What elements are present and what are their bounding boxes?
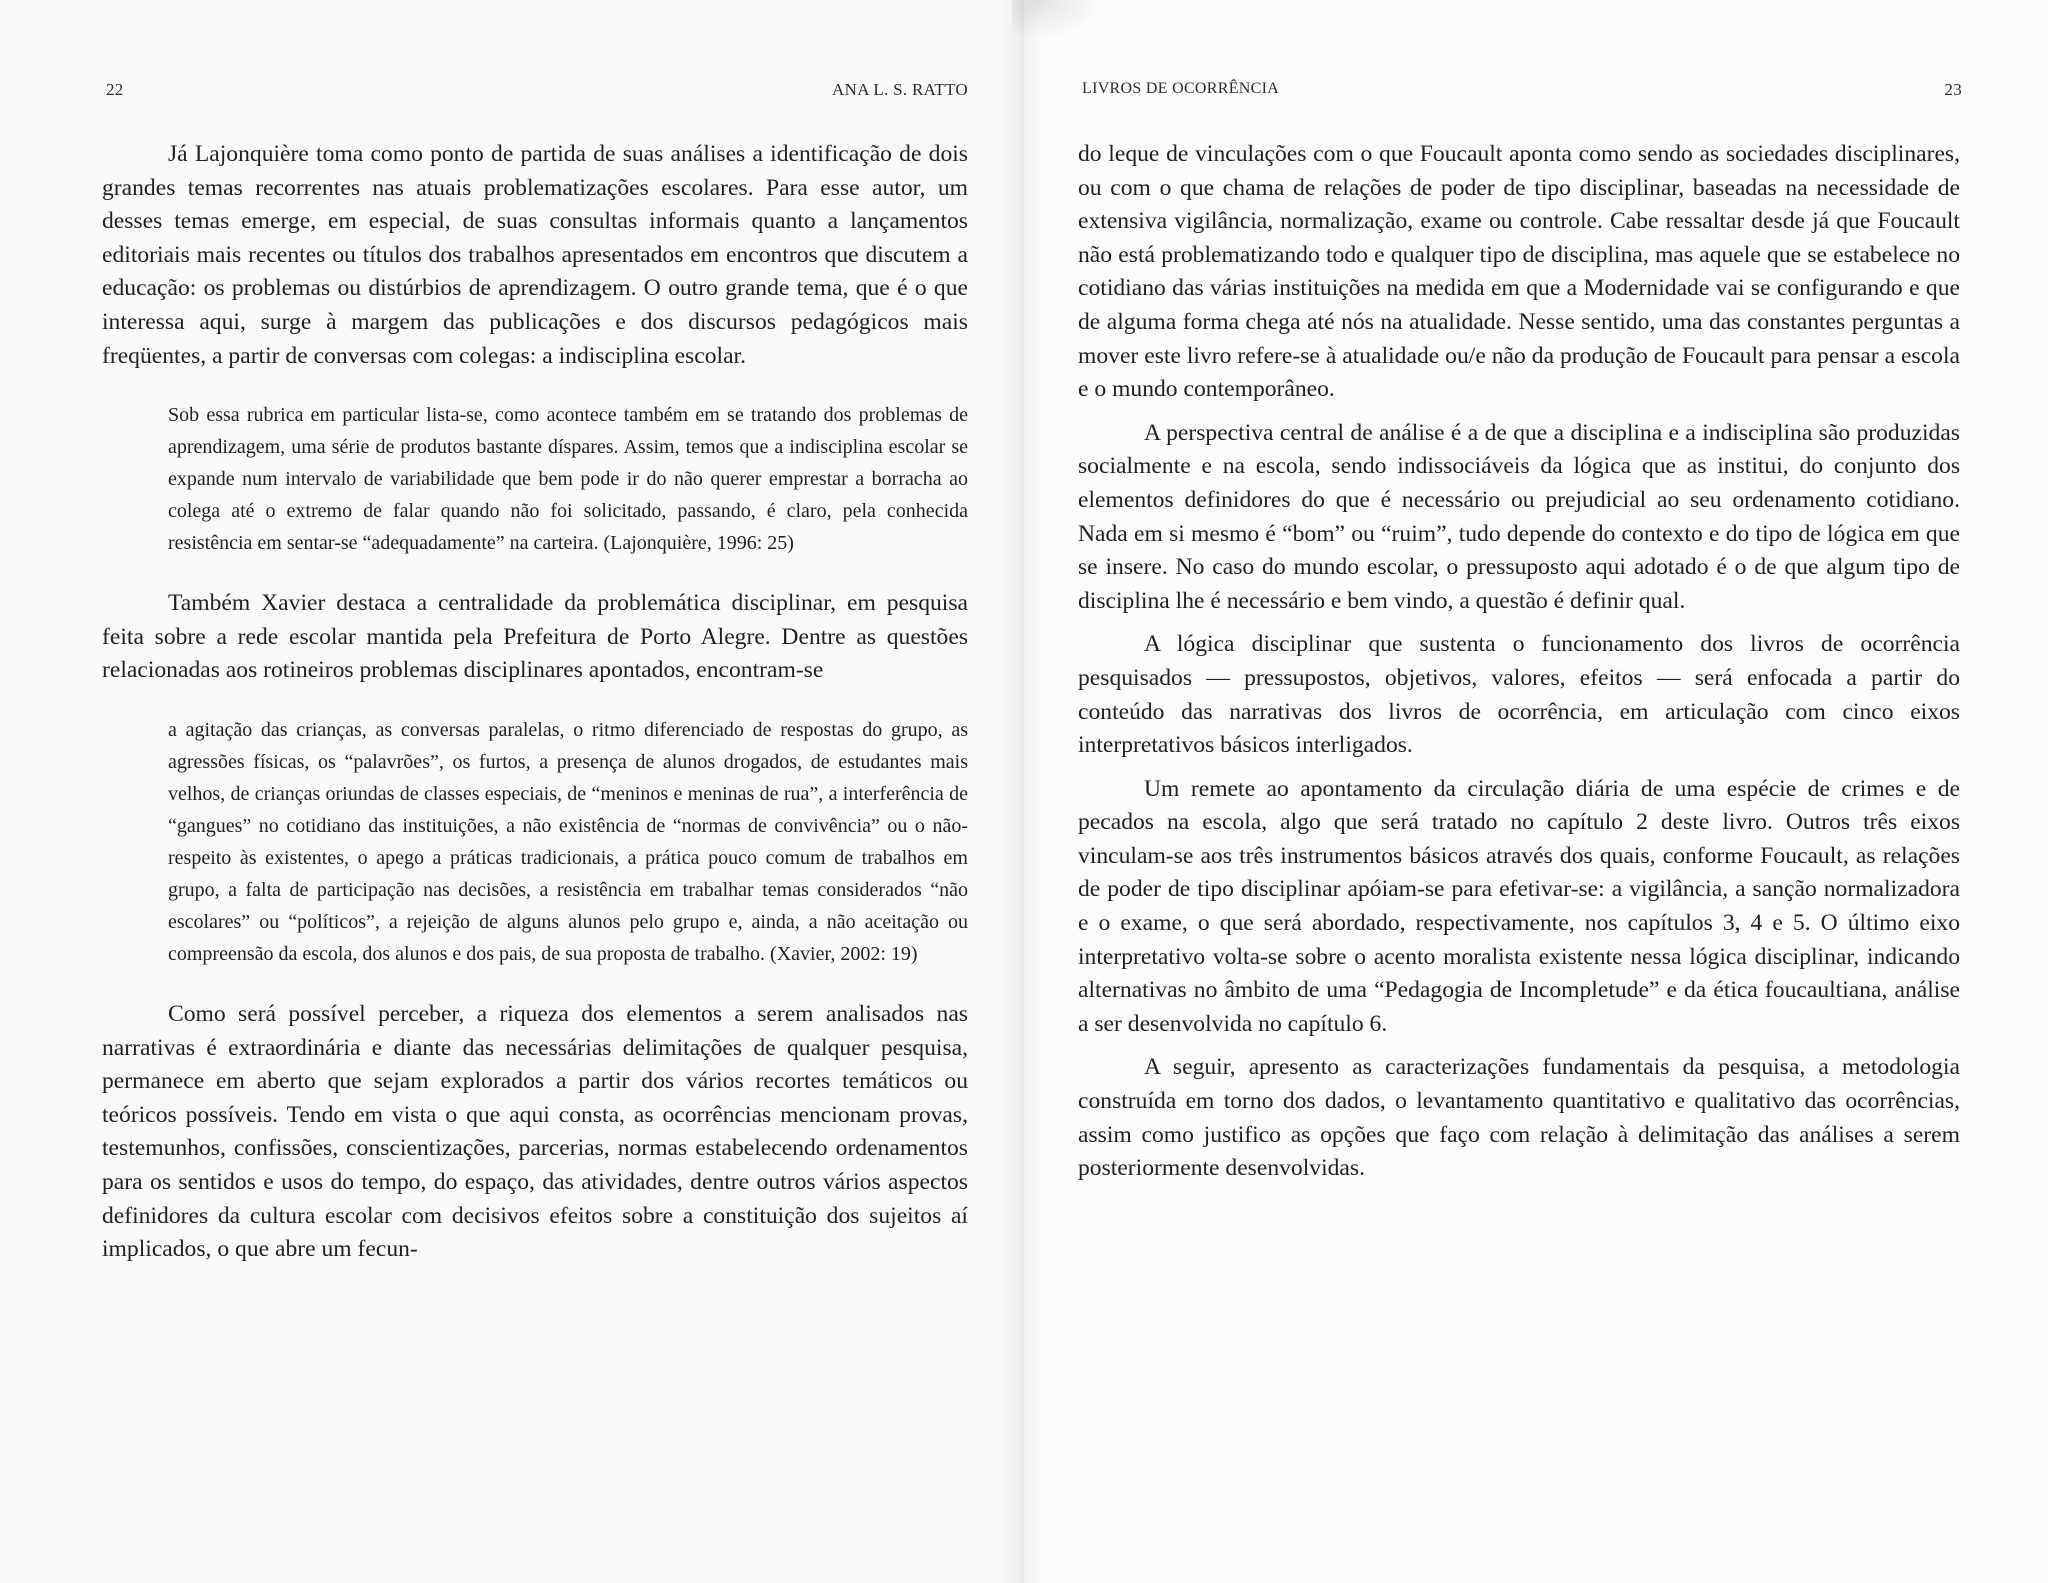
right-text-block: [1078, 138, 1960, 1186]
page-number: 22: [106, 80, 124, 99]
body-paragraph: Também Xavier destaca a centralidade da problemática disciplinar, em pesquisa feita sobre a rede escolar mantida pela Prefeitura de Porto Alegre. Dentre as questões relacionadas aos rotineiros problemas disciplinares apontados, encontram-se: [102, 590, 968, 684]
body-paragraph: Um remete ao apontamento da circulação diária de uma espécie de crimes e de pecados na escola, algo que será tratado no capítulo 2 deste livro. Outros três eixos vinculam-se aos três instrumentos básicos através dos quais, conforme Foucault, as relações de poder de tipo disciplinar apóiam-se para efetivar-se: a vigilância, a sanção normalizadora e o exame, o que será abordado, respectivamente, nos capítulos 3, 4 e 5. O último eixo interpretativo volta-se sobre o acento moralista existente nessa lógica disciplinar, indicando alternativas no âmbito de uma “Pedagogia de Incompletude” e da ética foucaultiana, análise a ser desenvolvida no capítulo 6.: [1078, 775, 1960, 1037]
body-paragraph: A lógica disciplinar que sustenta o funcionamento dos livros de ocorrência pesquisados — pressupostos, objetivos, valores, efeitos — será enfocada a partir do conteúdo das narrativas dos livros de ocorrência, em articulação com cinco eixos interpretativos básicos interligados.: [1078, 631, 1960, 759]
page-shadow: [1012, 0, 1102, 40]
page-number: 23: [1944, 80, 1962, 99]
block-quote: Sob essa rubrica em particular lista-se, como acontece também em se tratando dos problemas de aprendizagem, uma série de produtos bastante díspares. Assim, temos que a indisciplina escolar se expande num intervalo de variabilidade que bem pode ir do não querer emprestar a borracha ao colega até o extremo de falar quando não foi solicitado, passando, é claro, pela conhecida resistência em sentar-se “adequadamente” na carteira. (Lajonquière, 1996: 25): [168, 404, 968, 555]
body-paragraph: A seguir, apresento as caracterizações fundamentais da pesquisa, a metodologia construída em torno dos dados, o levantamento quantitativo e qualitativo das ocorrências, assim como justifico as opções que faço com relação à delimitação das análises a serem posteriormente desenvolvidas.: [1078, 1054, 1960, 1182]
running-head-title: LIVROS DE OCORRÊNCIA: [1082, 80, 1280, 97]
right-page: [1020, 0, 2048, 1583]
body-paragraph: Já Lajonquière toma como ponto de partida de suas análises a identificação de dois grandes temas recorrentes nas atuais problematizações escolares. Para esse autor, um desses temas emerge, em especial, de suas consultas informais quanto a lançamentos editoriais mais recentes ou títulos dos trabalhos apresentados em encontros que discutem a educação: os problemas ou distúrbios de aprendizagem. O outro grande tema, que é o que interessa aqui, surge à margem das publicações e dos discursos pedagógicos mais freqüentes, a partir de conversas com colegas: a indisciplina escolar.: [102, 141, 968, 369]
block-quote: a agitação das crianças, as conversas paralelas, o ritmo diferenciado de respostas do grupo, as agressões físicas, os “palavrões”, os furtos, a presença de alunos drogados, de estudantes mais velhos, de crianças oriundas de classes especiais, de “meninos e meninas de rua”, a interferência de “gangues” no cotidiano das instituições, a não existência de “normas de convivência” ou o não-respeito às existentes, o apego a práticas tradicionais, a prática pouco comum de trabalhos em grupo, a falta de participação nas decisões, a resistência em trabalhar temas considerados “não escolares” ou “políticos”, a rejeição de alguns alunos pelo grupo e, ainda, a não aceitação ou compreensão da escola, dos alunos e dos pais, de sua proposta de trabalho. (Xavier, 2002: 19): [168, 718, 968, 965]
body-paragraph: do leque de vinculações com o que Foucault aponta como sendo as sociedades disciplinares, ou com o que chama de relações de poder de tipo disciplinar, baseadas na necessidade de extensiva vigilância, normalização, exame ou controle. Cabe ressaltar desde já que Foucault não está problematizando todo e qualquer tipo de disciplina, mas aquele que se estabelece no cotidiano das várias instituições na medida em que a Modernidade vai se configurando e que de alguma forma chega até nós na atualidade. Nesse sentido, uma das constantes perguntas a mover este livro refere-se à atualidade ou/e não da produção de Foucault para pensar a escola e o mundo contemporâneo.: [1078, 141, 1960, 403]
left-page: [0, 0, 1020, 1583]
body-paragraph: A perspectiva central de análise é a de que a disciplina e a indisciplina são produzidas socialmente e na escola, sendo indissociáveis da lógica que as institui, do conjunto dos elementos definidores do que é necessário ou prejudicial ao seu ordenamento cotidiano. Nada em si mesmo é “bom” ou “ruim”, tudo depende do contexto e do tipo de lógica em que se insere. No caso do mundo escolar, o pressuposto aqui adotado é o de que algum tipo de disciplina lhe é necessário e bem vindo, a questão é definir qual.: [1078, 419, 1960, 614]
book-gutter: [1000, 0, 1044, 1583]
body-paragraph: Como será possível perceber, a riqueza dos elementos a serem analisados nas narrativas é extraordinária e diante das necessárias delimitações de qualquer pesquisa, permanece em aberto que sejam explorados a partir dos vários recortes temáticos ou teóricos possíveis. Tendo em vista o que aqui consta, as ocorrências mencionam provas, testemunhos, confissões, conscientizações, parcerias, normas estabelecendo ordenamentos para os sentidos e usos do tempo, do espaço, das atividades, dentre outros vários aspectos definidores da cultura escolar com decisivos efeitos sobre a constituição dos sujeitos aí implicados, o que abre um fecun-: [102, 1000, 968, 1263]
left-text-block: [102, 138, 968, 1267]
running-head-author: ANA L. S. RATTO: [832, 80, 968, 99]
